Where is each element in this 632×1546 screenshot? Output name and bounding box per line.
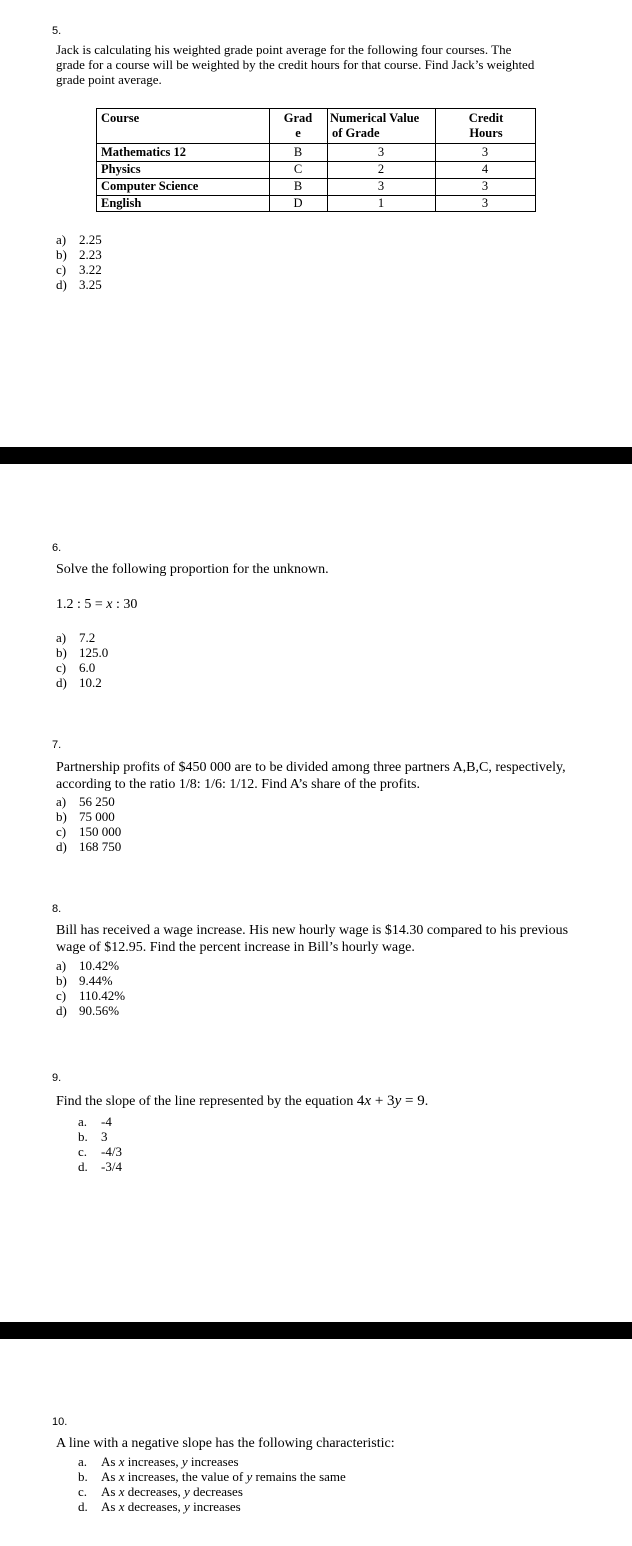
option-label: a. xyxy=(78,1114,88,1129)
option-text: 75 000 xyxy=(79,809,115,824)
question-8-number: 8. xyxy=(52,903,62,915)
question-9-prompt: Find the slope of the line represented by the equation xyxy=(56,1094,357,1109)
grades-table xyxy=(96,108,536,212)
header-numerical-line: Numerical Value xyxy=(330,111,420,125)
option-label: a) xyxy=(56,794,67,809)
option-text: 6.0 xyxy=(79,660,96,675)
question-9-options xyxy=(78,1114,122,1174)
table-cell-hours: 3 xyxy=(481,145,489,159)
table-cell-course: Computer Science xyxy=(101,179,199,193)
option-text: 2.25 xyxy=(79,232,102,247)
option-item[interactable] xyxy=(78,1159,122,1174)
header-credit-line: Credit xyxy=(468,111,504,125)
question-7-number: 7. xyxy=(52,739,62,751)
option-label: a) xyxy=(56,630,67,645)
option-text: 56 250 xyxy=(79,794,115,809)
equation-variable: y xyxy=(394,1093,402,1109)
option-item[interactable] xyxy=(56,630,108,645)
table-cell-grade: C xyxy=(293,162,303,176)
header-grade-line: Grad xyxy=(283,111,313,125)
question-8-line: wage of $12.95. Find the percent increase in Bill’s hourly wage. xyxy=(56,940,415,955)
question-5-line: grade for a course will be weighted by the credit hours for that course. Find Jack’s weighted xyxy=(56,57,535,72)
option-text: 3.22 xyxy=(79,262,102,277)
question-6-equation xyxy=(56,596,137,613)
question-8-options xyxy=(56,958,125,1018)
option-label: a. xyxy=(78,1454,88,1469)
option-item[interactable] xyxy=(78,1484,346,1499)
question-9-number: 9. xyxy=(52,1072,62,1084)
option-text: As x decreases, y decreases xyxy=(101,1484,243,1499)
option-text: 90.56% xyxy=(79,1003,120,1018)
table-cell-course: Mathematics 12 xyxy=(101,145,187,159)
option-text: 125.0 xyxy=(79,645,109,660)
table-cell-hours: 3 xyxy=(481,179,489,193)
option-label: d. xyxy=(78,1499,88,1514)
table-cell-hours: 3 xyxy=(481,196,489,210)
option-item[interactable] xyxy=(56,660,108,675)
option-item[interactable] xyxy=(56,1003,125,1018)
option-text: As x decreases, y increases xyxy=(101,1499,241,1514)
question-8-text xyxy=(56,922,568,956)
table-cell-hours: 4 xyxy=(481,162,489,176)
table-divider xyxy=(97,143,535,144)
option-item[interactable] xyxy=(78,1114,122,1129)
option-text: 2.23 xyxy=(79,247,102,262)
option-text: -4/3 xyxy=(101,1144,122,1159)
option-item[interactable] xyxy=(56,973,125,988)
option-label: d) xyxy=(56,277,67,292)
question-8-line: Bill has received a wage increase. His new hourly wage is $14.30 compared to his previous xyxy=(56,923,569,938)
option-item[interactable] xyxy=(56,232,102,247)
question-9-text xyxy=(56,1093,428,1110)
option-item[interactable] xyxy=(56,824,121,839)
option-label: d. xyxy=(78,1159,88,1174)
option-item[interactable] xyxy=(78,1499,346,1514)
option-text: As x increases, the value of y remains the same xyxy=(101,1469,346,1484)
question-5-options xyxy=(56,232,102,292)
option-item[interactable] xyxy=(56,645,108,660)
equation-part: = 9 xyxy=(401,1093,425,1109)
table-cell-grade: B xyxy=(293,145,303,159)
equation-part: 1.2 : 5 = xyxy=(56,597,107,612)
option-text: 7.2 xyxy=(79,630,96,645)
option-label: a) xyxy=(56,958,67,973)
option-text: 150 000 xyxy=(79,824,122,839)
option-label: c) xyxy=(56,988,67,1003)
header-course: Course xyxy=(101,111,140,125)
question-6-number: 6. xyxy=(52,542,62,554)
option-text: 9.44% xyxy=(79,973,113,988)
option-item[interactable] xyxy=(78,1469,346,1484)
question-10-options xyxy=(78,1454,346,1514)
question-5-line: grade point average. xyxy=(56,72,162,87)
option-item[interactable] xyxy=(56,958,125,973)
option-item[interactable] xyxy=(78,1454,346,1469)
table-cell-grade: D xyxy=(293,196,303,210)
table-cell-value: 1 xyxy=(377,196,385,210)
table-cell-course: English xyxy=(101,196,142,210)
equation-part: + 3 xyxy=(371,1093,395,1109)
equation-part: 4 xyxy=(356,1093,365,1109)
option-label: c) xyxy=(56,824,67,839)
option-label: b) xyxy=(56,973,67,988)
option-label: c) xyxy=(56,660,67,675)
question-10-number: 10. xyxy=(52,1416,68,1428)
option-label: c. xyxy=(78,1144,88,1159)
option-text: -4 xyxy=(101,1114,112,1129)
option-item[interactable] xyxy=(56,809,121,824)
equation-variable: x xyxy=(106,597,113,612)
option-label: d) xyxy=(56,1003,67,1018)
question-7-line: according to the ratio 1/8: 1/6: 1/12. Find A’s share of the profits. xyxy=(56,777,420,792)
option-item[interactable] xyxy=(56,675,108,690)
option-text: As x increases, y increases xyxy=(101,1454,239,1469)
option-item[interactable] xyxy=(78,1144,122,1159)
option-text: 10.42% xyxy=(79,958,120,973)
option-item[interactable] xyxy=(56,262,102,277)
question-10-text: A line with a negative slope has the following characteristic: xyxy=(56,1436,395,1451)
question-9-equation xyxy=(357,1093,425,1109)
option-text: 3.25 xyxy=(79,277,102,292)
header-numerical-line: of Grade xyxy=(332,126,380,140)
table-cell-grade: B xyxy=(293,179,303,193)
header-credit-hours xyxy=(437,111,535,141)
question-5-line: Jack is calculating his weighted grade point average for the following four courses. The xyxy=(56,42,512,57)
header-grade-line: e xyxy=(295,126,301,140)
question-7-options xyxy=(56,794,121,854)
option-label: b) xyxy=(56,809,67,824)
option-text: 110.42% xyxy=(79,988,126,1003)
option-text: -3/4 xyxy=(101,1159,122,1174)
option-item[interactable] xyxy=(56,839,121,854)
question-6-text: Solve the following proportion for the unknown. xyxy=(56,562,329,577)
header-grade xyxy=(271,111,325,141)
option-label: c) xyxy=(56,262,67,277)
option-label: b) xyxy=(56,645,67,660)
option-label: b. xyxy=(78,1469,88,1484)
option-item[interactable] xyxy=(56,247,102,262)
option-text: 3 xyxy=(101,1129,108,1144)
question-7-text xyxy=(56,759,566,793)
option-text: 10.2 xyxy=(79,675,102,690)
option-item[interactable] xyxy=(56,988,125,1003)
table-cell-value: 2 xyxy=(377,162,385,176)
option-item[interactable] xyxy=(56,277,102,292)
equation-variable: x xyxy=(364,1093,372,1109)
header-numerical-value xyxy=(330,111,419,141)
option-label: d) xyxy=(56,675,67,690)
question-7-line: Partnership profits of $450 000 are to be divided among three partners A,B,C, respectively, xyxy=(56,760,566,775)
option-label: c. xyxy=(78,1484,88,1499)
table-cell-course: Physics xyxy=(101,162,141,176)
equation-period: . xyxy=(424,1094,429,1109)
page-separator-bar xyxy=(0,1322,632,1339)
option-label: d) xyxy=(56,839,67,854)
question-5-text xyxy=(56,42,534,87)
table-cell-value: 3 xyxy=(377,179,385,193)
option-text: 168 750 xyxy=(79,839,122,854)
page-separator-bar xyxy=(0,447,632,464)
option-label: b) xyxy=(56,247,67,262)
option-item[interactable] xyxy=(78,1129,122,1144)
table-cell-value: 3 xyxy=(377,145,385,159)
equation-part: : 30 xyxy=(112,597,138,612)
header-credit-line: Hours xyxy=(469,126,503,140)
option-label: a) xyxy=(56,232,67,247)
question-6-options xyxy=(56,630,108,690)
option-label: b. xyxy=(78,1129,88,1144)
option-item[interactable] xyxy=(56,794,121,809)
question-5-number: 5. xyxy=(52,25,62,37)
